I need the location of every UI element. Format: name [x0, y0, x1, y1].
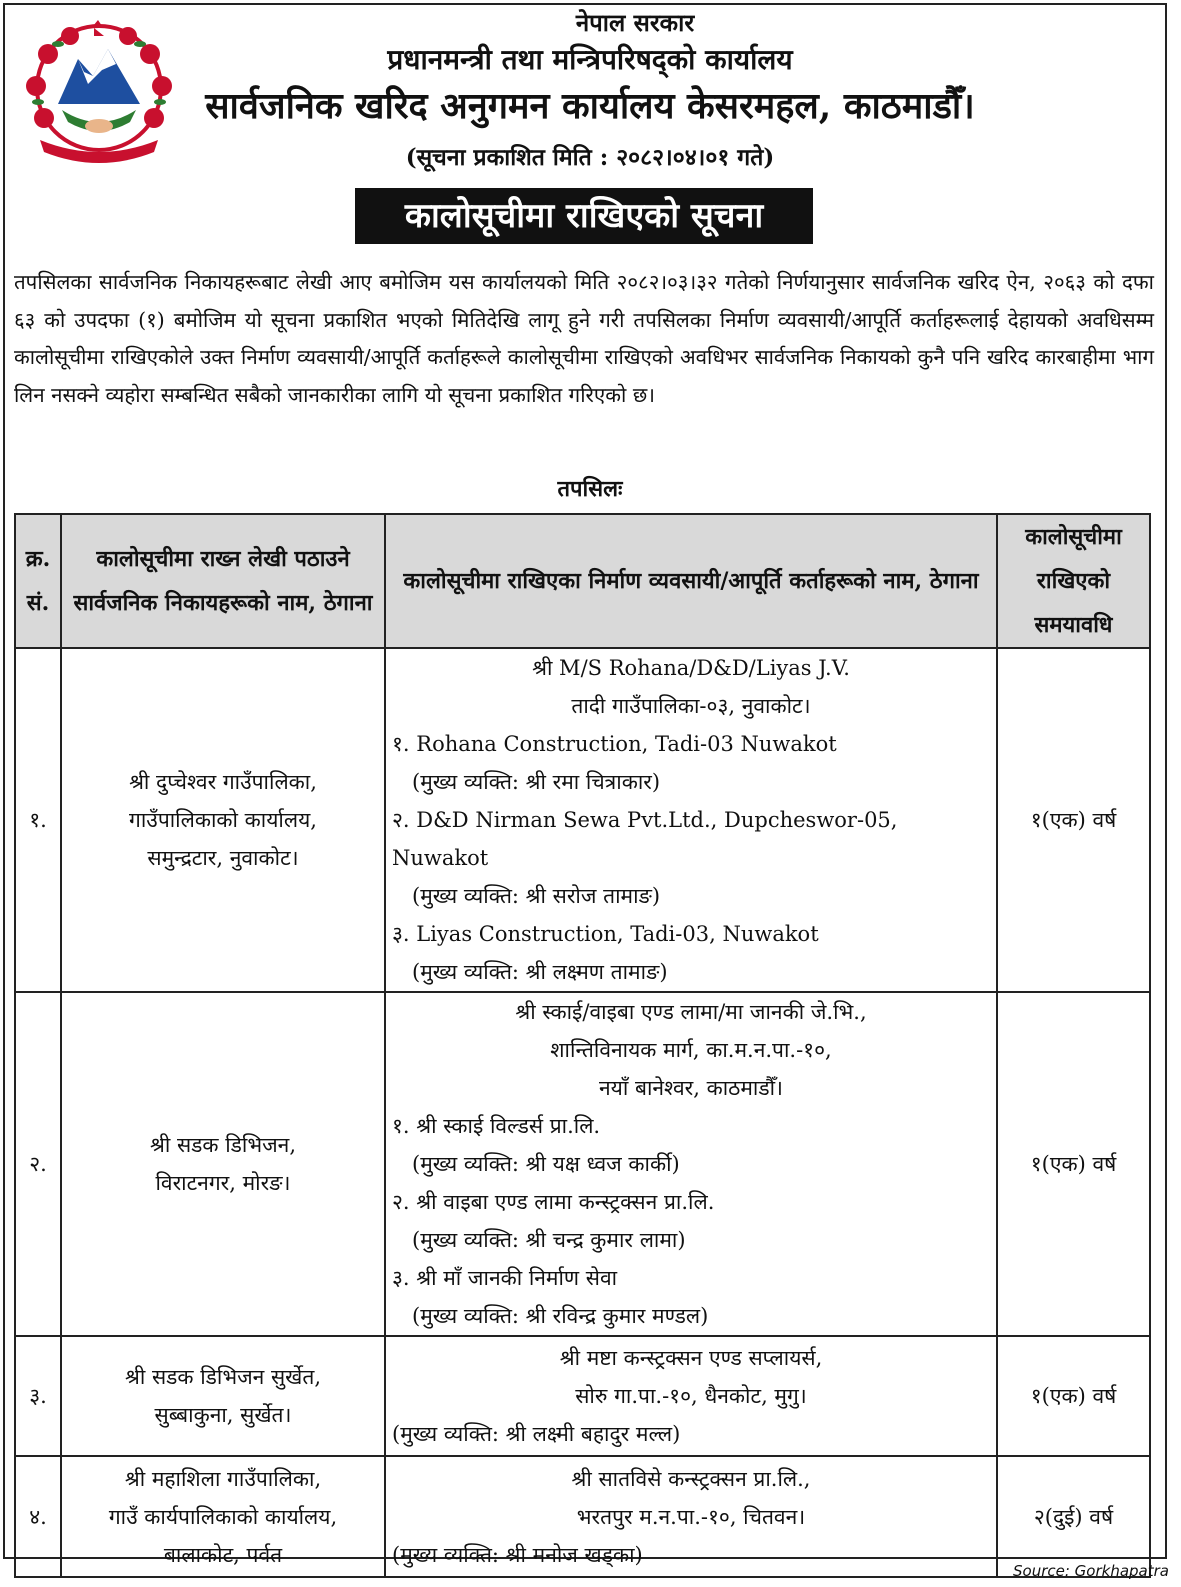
- member-name: ३. Liyas Construction, Tadi-03, Nuwakot: [392, 922, 819, 946]
- member-name: १. Rohana Construction, Tadi-03 Nuwakot: [392, 732, 837, 756]
- member-person: (मुख्य व्यक्ति: श्री रमा चित्राकार): [412, 770, 661, 794]
- header-period: कालोसूचीमा राखिएको समयावधि: [997, 514, 1150, 648]
- table-row: [15, 648, 1150, 992]
- row-sn: १.: [15, 648, 61, 992]
- row-sn: ४.: [15, 1456, 61, 1577]
- table-row: [15, 1456, 1150, 1577]
- row-agency: श्री सडक डिभिजन सुर्खेत, सुब्बाकुना, सुर्खेत।: [61, 1336, 385, 1456]
- published-date: (सूचना प्रकाशित मिति : २०८२।०४।०१ गते): [405, 144, 775, 171]
- row-period: १(एक) वर्ष: [997, 648, 1150, 992]
- blacklist-table: [14, 513, 1151, 1578]
- table-header-row: [15, 514, 1150, 648]
- row-sn: ३.: [15, 1336, 61, 1456]
- row-firm: [385, 1456, 997, 1577]
- member-name: ३. श्री माँ जानकी निर्माण सेवा: [392, 1266, 618, 1290]
- firm-name: श्री मष्टा कन्स्ट्रक्सन एण्ड सप्लायर्स,: [559, 1346, 823, 1370]
- firm-name: श्री M/S Rohana/D&D/Liyas J.V.: [532, 656, 850, 680]
- member-name: २. श्री वाइबा एण्ड लामा कन्स्ट्रक्सन प्रा.लि.: [392, 1190, 715, 1214]
- intro-paragraph: तपसिलका सार्वजनिक निकायहरूबाट लेखी आए बमोजिम यस कार्यालयको मिति २०८२।०३।३२ गतेको निर्णयानुसार सार्वजनिक खरिद ऐन, २०६३ को दफा ६३ को उपदफा (१) बमोजिम यो सूचना प्रकाशित भएको मितिदेखि लागू हुने गरी तपसिलका निर्माण व्यवसायी/आपूर्ति कर्ताहरूलाई देहायको अवधिसम्म कालोसूचीमा राखिएकोले उक्त निर्माण व्यवसायी/आपूर्ति कर्ताहरूले कालोसूचीमा राखिएको अवधिभर सार्वजनिक निकायको कुनै पनि खरिद कारबाहीमा भाग लिन नसक्ने व्यहोरा सम्बन्धित सबैको जानकारीका लागि यो सूचना प्रकाशित गरिएको छ।: [14, 270, 1154, 407]
- table-row: [15, 992, 1150, 1336]
- header-agency: कालोसूचीमा राख्न लेखी पठाउने सार्वजनिक निकायहरूको नाम, ठेगाना: [61, 514, 385, 648]
- firm-address: शान्तिविनायक मार्ग, का.म.न.पा.-१०,: [550, 1038, 832, 1062]
- row-firm: [385, 1336, 997, 1456]
- office-heading: सार्वजनिक खरिद अनुगमन कार्यालय केसरमहल, काठमाडौँ।: [205, 85, 975, 127]
- row-firm: [385, 648, 997, 992]
- row-sn: २.: [15, 992, 61, 1336]
- source-credit: Source: Gorkhapatra: [1013, 1562, 1169, 1580]
- row-firm: [385, 992, 997, 1336]
- member-person: (मुख्य व्यक्ति: श्री लक्ष्मी बहादुर मल्ल): [392, 1422, 681, 1446]
- firm-name: श्री सातविसे कन्स्ट्रक्सन प्रा.लि.,: [571, 1466, 811, 1491]
- header-firm: कालोसूचीमा राखिएका निर्माण व्यवसायी/आपूर्ति कर्ताहरूको नाम, ठेगाना: [385, 514, 997, 648]
- ministry-heading: प्रधानमन्त्री तथा मन्त्रिपरिषद्को कार्यालय: [387, 43, 793, 76]
- schedule-label: तपसिलः: [557, 476, 623, 502]
- header-sn: क्र. सं.: [15, 514, 61, 648]
- row-period: २(दुई) वर्ष: [997, 1456, 1150, 1577]
- member-person: (मुख्य व्यक्ति: श्री लक्ष्मण तामाङ): [412, 960, 668, 984]
- row-agency: श्री दुप्चेश्वर गाउँपालिका, गाउँपालिकाको कार्यालय, समुन्द्रटार, नुवाकोट।: [61, 648, 385, 992]
- member-person: (मुख्य व्यक्ति: श्री मनोज खड्का): [392, 1542, 643, 1567]
- row-period: १(एक) वर्ष: [997, 992, 1150, 1336]
- member-person: (मुख्य व्यक्ति: श्री चन्द्र कुमार लामा): [412, 1228, 686, 1252]
- firm-address: नयाँ बानेश्वर, काठमाडौँ।: [599, 1076, 783, 1100]
- row-agency: श्री महाशिला गाउँपालिका, गाउँ कार्यपालिकाको कार्यालय, बालाकोट, पर्वत: [61, 1456, 385, 1577]
- member-person: (मुख्य व्यक्ति: श्री सरोज तामाङ): [412, 884, 661, 908]
- row-period: १(एक) वर्ष: [997, 1336, 1150, 1456]
- government-heading: नेपाल सरकार: [575, 8, 695, 37]
- notice-title: कालोसूचीमा राखिएको सूचना: [355, 188, 813, 244]
- member-person: (मुख्य व्यक्ति: श्री यक्ष ध्वज कार्की): [412, 1152, 680, 1176]
- firm-name: श्री स्काई/वाइबा एण्ड लामा/मा जानकी जे.भि.,: [515, 1000, 867, 1024]
- member-person: (मुख्य व्यक्ति: श्री रविन्द्र कुमार मण्डल): [412, 1304, 709, 1328]
- member-name: २. D&D Nirman Sewa Pvt.Ltd., Dupcheswor-05, Nuwakot: [392, 808, 898, 870]
- firm-address: सोरु गा.पा.-१०, धैनकोट, मुगु।: [575, 1384, 807, 1408]
- row-agency: श्री सडक डिभिजन, विराटनगर, मोरङ।: [61, 992, 385, 1336]
- table-row: [15, 1336, 1150, 1456]
- member-name: १. श्री स्काई विल्डर्स प्रा.लि.: [392, 1114, 601, 1138]
- firm-address: तादी गाउँपालिका-०३, नुवाकोट।: [571, 694, 811, 718]
- nepal-emblem-icon: [18, 14, 180, 166]
- firm-address: भरतपुर म.न.पा.-१०, चितवन।: [576, 1504, 806, 1529]
